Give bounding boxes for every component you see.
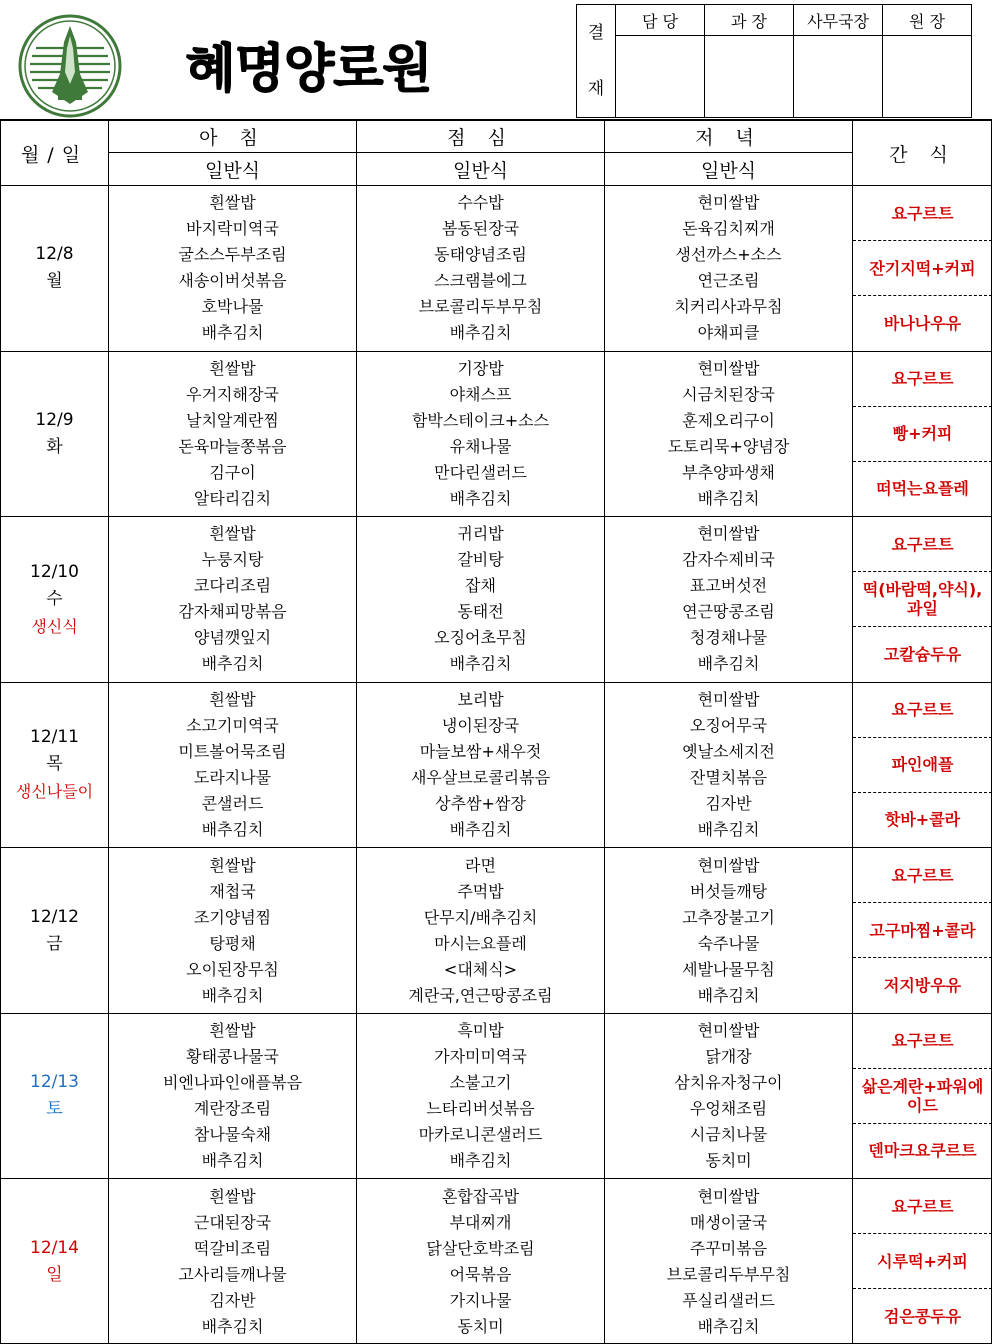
date-cell [1,848,109,1014]
signature-cell[interactable] [883,36,972,118]
menu-item: 버섯들깨탕 [689,881,768,901]
date-label: 12/11 [30,727,79,748]
menu-item: 우거지해장국 [186,384,279,404]
breakfast-cell [109,351,357,517]
lunch-cell [357,351,605,517]
menu-item: 현미쌀밥 [697,689,760,709]
lunch-cell [357,1179,605,1344]
menu-item: 재첩국 [209,881,256,901]
snack-list [853,683,992,847]
date-label: 12/8 [35,244,74,265]
menu-item: 동치미 [705,1151,752,1171]
snack-list [853,1179,992,1343]
date-cell [1,1013,109,1179]
snack-list [853,517,992,681]
menu-item: 시금치나물 [689,1125,768,1145]
snack-item: 요구르트 [853,186,992,241]
snack-list [853,186,992,350]
menu-item: 냉이된장국 [441,715,520,735]
menu-item: 옛날소세지전 [682,741,775,761]
menu-body [1,186,992,1344]
snack-item: 요구르트 [853,848,992,903]
snack-item: 핫바+콜라 [884,810,961,830]
date-label: 12/13 [30,1072,79,1093]
menu-item: 근대된장국 [193,1212,272,1232]
menu-item: 날치알계란찜 [186,410,279,430]
menu-item: 숙주나물 [697,933,760,953]
snack-list [853,1014,992,1178]
menu-item: 함박스테이크+소스 [411,410,550,430]
menu-item: 배추김치 [201,654,264,674]
menu-item: 양념깻잎지 [193,628,272,648]
menu-item: 김자반 [209,1290,256,1310]
menu-item: 도라지나물 [193,767,272,787]
snack-item: 요구르트 [853,352,992,407]
menu-item: 배추김치 [449,1151,512,1171]
menu-item: <대체식> [443,959,518,979]
menu-item: 마늘보쌈+새우젓 [419,741,542,761]
lunch-cell [357,186,605,352]
menu-item: 떡갈비조림 [193,1238,272,1258]
day-note: 생신나들이 [15,782,94,802]
dinner-cell [605,1179,853,1344]
menu-item: 소고기미역국 [186,715,279,735]
snack-item: 저지방우유 [883,975,962,995]
menu-item: 흰쌀밥 [209,1021,256,1041]
dinner-cell [605,848,853,1014]
menu-item: 조기양념찜 [193,907,272,927]
menu-item: 굴소스두부조림 [178,245,287,265]
menu-item: 코다리조림 [193,576,272,596]
date-label: 12/10 [30,561,79,582]
breakfast-cell [109,517,357,683]
menu-item: 새우살브로콜리볶음 [410,767,551,787]
menu-item: 훈제오리구이 [682,410,775,430]
menu-item: 고사리들깨나물 [178,1264,287,1284]
date-cell [1,517,109,683]
snack-item: 삶은계란+파워에이드 [853,1069,992,1124]
breakfast-cell [109,682,357,848]
menu-item: 연근땅콩조림 [682,602,775,622]
menu-item: 갈비탕 [457,550,504,570]
snack-item: 파인애플 [853,738,992,793]
menu-item: 현미쌀밥 [697,358,760,378]
menu-item: 시금치된장국 [682,384,775,404]
menu-item: 세발나물무침 [682,959,775,979]
day-row [1,517,992,683]
day-row [1,1013,992,1179]
snack-cell [853,351,992,517]
menu-item: 현미쌀밥 [697,193,760,213]
menu-item: 배추김치 [697,819,760,839]
snack-list [853,352,992,516]
menu-item: 상추쌈+쌈장 [435,793,526,813]
weekday-label: 금 [46,933,63,954]
menu-item: 배추김치 [201,323,264,343]
snack-cell [853,848,992,1014]
menu-item: 배추김치 [697,1316,760,1336]
day-note: 생신식 [31,616,78,636]
menu-item: 배추김치 [697,488,760,508]
menu-item: 동태양념조림 [434,245,527,265]
lunch-cell [357,1013,605,1179]
menu-item: 주먹밥 [457,881,504,901]
menu-item: 김구이 [209,462,256,482]
menu-item: 혼합잡곡밥 [441,1186,520,1206]
menu-item: 동치미 [457,1316,504,1336]
menu-item: 브로콜리두부무침 [418,297,543,317]
menu-item: 생선까스+소스 [675,245,782,265]
date-cell [1,351,109,517]
dinner-cell [605,351,853,517]
menu-item: 현미쌀밥 [697,1021,760,1041]
menu-item: 매생이굴국 [689,1212,768,1232]
menu-item: 오징어무국 [689,715,768,735]
menu-item: 부추양파생채 [682,462,775,482]
column-header-date: 월/일 [1,121,109,186]
approval-role: 담 당 [616,5,705,36]
date-label: 12/9 [35,409,74,430]
dinner-cell [605,517,853,683]
menu-item: 라면 [465,855,496,875]
snack-item: 요구르트 [853,1179,992,1234]
menu-item: 흑미밥 [457,1021,504,1041]
weekday-label: 화 [46,436,63,457]
menu-item: 감자채피망볶음 [178,602,287,622]
snack-item: 고구마찜+콜라 [853,903,992,958]
menu-item: 비엔나파인애플볶음 [162,1073,303,1093]
weekday-label: 일 [46,1264,63,1285]
dinner-cell [605,186,853,352]
menu-item: 잔멸치볶음 [689,767,768,787]
approval-role: 과 장 [705,5,794,36]
menu-item: 삼치유자청구이 [674,1073,783,1093]
menu-item: 흰쌀밥 [209,193,256,213]
menu-table [0,120,992,1344]
snack-cell [853,186,992,352]
signature-cell[interactable] [794,36,883,118]
menu-item: 가지나물 [449,1290,512,1310]
subheader-dinner: 일반식 [605,153,853,186]
menu-item: 잡채 [465,576,496,596]
menu-item: 마카로니콘샐러드 [418,1125,543,1145]
day-row [1,1179,992,1344]
menu-item: 만다린샐러드 [434,462,527,482]
menu-item: 배추김치 [449,654,512,674]
column-header-breakfast: 아 침 [109,121,357,153]
breakfast-cell [109,1013,357,1179]
menu-item: 현미쌀밥 [697,855,760,875]
menu-item: 배추김치 [449,488,512,508]
day-row [1,351,992,517]
menu-item: 오징어초무침 [434,628,527,648]
snack-cell [853,682,992,848]
dinner-cell [605,1013,853,1179]
snack-item: 잔기지떡+커피 [853,241,992,296]
menu-item: 참나물숙채 [193,1125,272,1145]
emblem-logo [18,14,122,118]
menu-item: 현미쌀밥 [697,1186,760,1206]
menu-item: 연근조림 [697,271,760,291]
date-label: 12/12 [30,906,79,927]
snack-item: 고칼슘두유 [883,644,962,664]
snack-item: 떡(바람떡,약식),과일 [853,572,992,627]
menu-item: 치커리사과무침 [674,297,783,317]
menu-item: 계란국,연근땅콩조림 [408,985,553,1005]
breakfast-cell [109,1179,357,1344]
menu-item: 배추김치 [201,985,264,1005]
lunch-cell [357,848,605,1014]
signature-cell[interactable] [705,36,794,118]
menu-item: 콘샐러드 [201,793,264,813]
menu-item: 어묵볶음 [449,1264,512,1284]
dinner-cell [605,682,853,848]
menu-item: 봄동된장국 [441,219,520,239]
approval-side-label: 결 재 [577,5,616,118]
menu-item: 스크램블에그 [434,271,527,291]
menu-item: 기장밥 [457,358,504,378]
menu-item: 닭살단호박조림 [426,1238,535,1258]
menu-item: 마시는요플레 [434,933,527,953]
snack-cell [853,517,992,683]
date-cell [1,186,109,352]
breakfast-cell [109,848,357,1014]
column-header-lunch: 점 심 [357,121,605,153]
menu-item: 배추김치 [697,654,760,674]
menu-item: 흰쌀밥 [209,1186,256,1206]
menu-item: 누룽지탕 [201,550,264,570]
weekday-label: 수 [46,588,63,609]
column-header-snack: 간 식 [853,121,992,186]
menu-item: 호박나물 [201,297,264,317]
menu-item: 돈육김치찌개 [682,219,775,239]
lunch-cell [357,682,605,848]
menu-item: 수수밥 [457,193,504,213]
menu-item: 바지락미역국 [186,219,279,239]
menu-item: 배추김치 [449,323,512,343]
menu-item: 우엉채조림 [689,1099,768,1119]
snack-item: 요구르트 [853,517,992,572]
menu-item: 오이된장무침 [186,959,279,979]
menu-item: 닭개장 [705,1047,752,1067]
snack-item: 요구르트 [853,683,992,738]
date-cell [1,1179,109,1344]
menu-item: 배추김치 [201,1151,264,1171]
menu-item: 미트볼어묵조림 [178,741,287,761]
weekday-label: 월 [46,271,63,292]
snack-item: 검은콩두유 [883,1306,962,1326]
snack-item: 바나나우유 [883,313,962,333]
day-row [1,848,992,1014]
weekday-label: 목 [46,754,63,775]
signature-cell[interactable] [616,36,705,118]
menu-item: 흰쌀밥 [209,855,256,875]
snack-item: 빵+커피 [853,407,992,462]
approval-role: 사무국장 [794,5,883,36]
menu-item: 황태콩나물국 [186,1047,279,1067]
menu-item: 현미쌀밥 [697,524,760,544]
snack-item: 덴마크요쿠르트 [868,1141,977,1161]
approval-box [576,4,972,118]
menu-item: 알타리김치 [193,488,272,508]
menu-item: 부대찌개 [449,1212,512,1232]
menu-item: 흰쌀밥 [209,524,256,544]
menu-item: 청경채나물 [689,628,768,648]
menu-item: 소불고기 [449,1073,512,1093]
menu-item: 계란장조림 [193,1099,272,1119]
menu-item: 보리밥 [457,689,504,709]
menu-item: 배추김치 [201,819,264,839]
menu-item: 탕평채 [209,933,256,953]
weekday-label: 토 [46,1099,63,1120]
column-header-dinner: 저 녁 [605,121,853,153]
menu-item: 배추김치 [201,1316,264,1336]
subheader-breakfast: 일반식 [109,153,357,186]
page-title: 혜명양로원 [185,39,432,99]
menu-item: 배추김치 [697,985,760,1005]
snack-cell [853,1013,992,1179]
snack-item: 요구르트 [853,1014,992,1069]
menu-item: 귀리밥 [457,524,504,544]
menu-item: 흰쌀밥 [209,689,256,709]
snack-item: 떠먹는요플레 [876,479,969,499]
menu-item: 야채스프 [449,384,512,404]
menu-item: 야채피클 [697,323,760,343]
menu-item: 돈육마늘쫑볶음 [178,436,287,456]
menu-item: 배추김치 [449,819,512,839]
menu-item: 새송이버섯볶음 [178,271,287,291]
menu-item: 느타리버섯볶음 [426,1099,535,1119]
snack-list [853,848,992,1012]
menu-item: 흰쌀밥 [209,358,256,378]
approval-role: 원 장 [883,5,972,36]
menu-item: 유채나물 [449,436,512,456]
date-cell [1,682,109,848]
snack-item: 시루떡+커피 [853,1234,992,1289]
lunch-cell [357,517,605,683]
menu-item: 도토리묵+양념장 [667,436,790,456]
menu-item: 브로콜리두부무침 [666,1264,791,1284]
menu-item: 표고버섯전 [689,576,768,596]
menu-item: 주꾸미볶음 [689,1238,768,1258]
menu-item: 감자수제비국 [682,550,775,570]
menu-item: 단무지/배추김치 [423,907,538,927]
menu-item: 푸실리샐러드 [682,1290,775,1310]
date-label: 12/14 [30,1237,79,1258]
menu-item: 김자반 [705,793,752,813]
menu-item: 고추장불고기 [682,907,775,927]
breakfast-cell [109,186,357,352]
subheader-lunch: 일반식 [357,153,605,186]
menu-item: 가자미미역국 [434,1047,527,1067]
menu-item: 동태전 [457,602,504,622]
day-row [1,186,992,352]
day-row [1,682,992,848]
snack-cell [853,1179,992,1344]
